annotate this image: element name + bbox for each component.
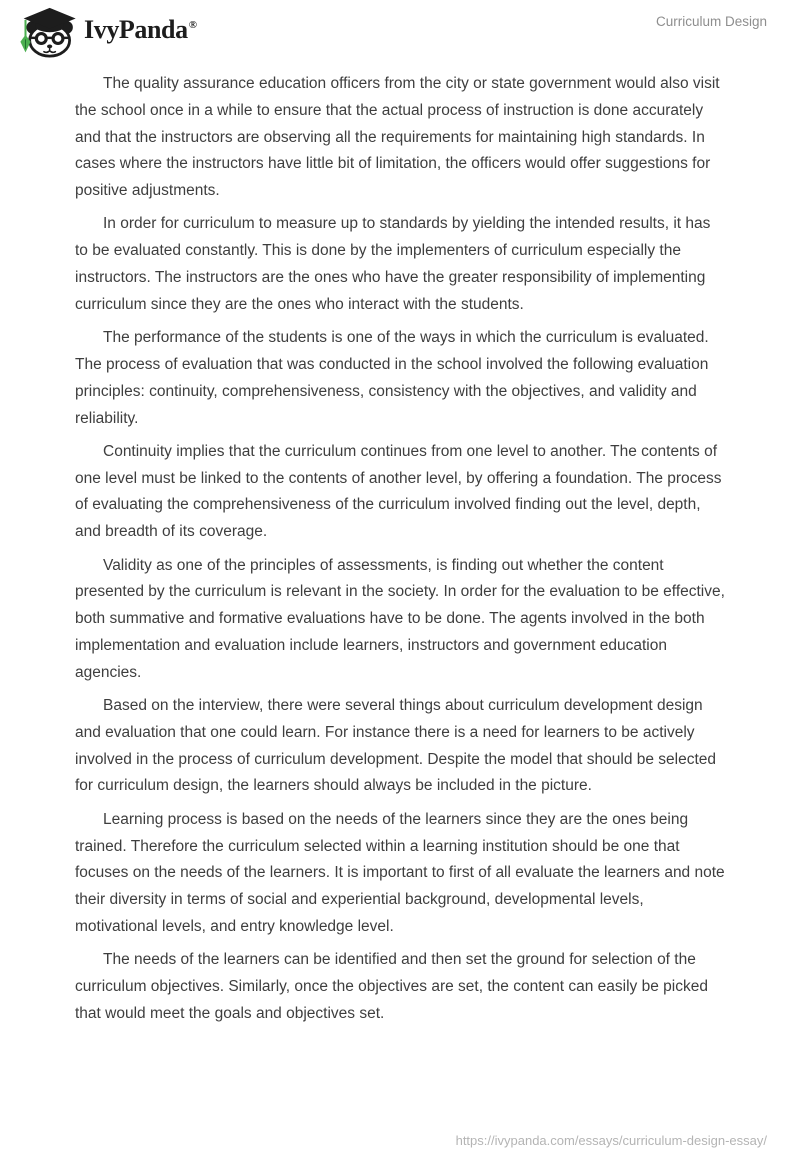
ivypanda-logo [13, 6, 197, 58]
registered-trademark-symbol: ® [188, 19, 197, 32]
essay-paragraph-6: Based on the interview, there were several things about curriculum development design and evaluation that one could learn. For instance there is a need for learners to be actively involved in the process of curriculum development. Despite the model that should be selected for curriculum design, the learners should always be included in the picture. [75, 697, 717, 795]
panda-graduate-icon [13, 6, 77, 58]
essay-paragraph-4: Continuity implies that the curriculum continues from one level to another. The contents of one level must be linked to the contents of another level, by offering a foundation. The process of evaluating the comprehensiveness of the curriculum involved finding out the level, depth, and breadth of its coverage. [75, 442, 722, 541]
essay-paragraph-3: The performance of the students is one of the ways in which the curriculum is evaluated. The process of evaluation that was conducted in the school involved the following evaluation principles: continuity, comprehensiveness, consistency with the objectives, and validity and reliability. [75, 329, 709, 427]
page-header [0, 0, 800, 64]
page-footer [456, 1133, 767, 1148]
logo-wordmark: IvyPanda [84, 15, 188, 44]
logo-text [84, 17, 197, 47]
essay-content [75, 71, 725, 1034]
essay-paragraph-5: Validity as one of the principles of assessments, is finding out whether the content presented by the curriculum is relevant in the society. In order for the evaluation to be effective, both summative and formative evaluations have to be done. The agents involved in the both implementation and evaluation include learners, instructors and government education agencies. [75, 556, 725, 681]
document-title: Curriculum Design [655, 14, 767, 29]
source-url-link[interactable]: https://ivypanda.com/essays/curriculum-design-essay/ [455, 1133, 767, 1148]
essay-paragraph-7: Learning process is based on the needs of the learners since they are the ones being trained. Therefore the curriculum selected within a learning institution should be one that focuses on the needs of the learners. It is important to first of all evaluate the learners and note their diversity in terms of social and experiential background, developmental levels, motivational levels, and entry knowledge level. [75, 810, 725, 935]
essay-paragraph-1: The quality assurance education officers from the city or state government would also visit the school once in a while to ensure that the actual process of instruction is done accurately and that the instructors are observing all the requirements for maintaining high standards. In cases where the instructors have little bit of limitation, the officers would offer suggestions for positive adjustments. [75, 75, 720, 200]
essay-paragraph-8: The needs of the learners can be identified and then set the ground for selection of the curriculum objectives. Similarly, once the objectives are set, the content can easily be picked that would meet the goals and objectives set. [75, 951, 708, 1022]
essay-paragraph-2: In order for curriculum to measure up to standards by yielding the intended results, it has to be evaluated constantly. This is done by the implementers of curriculum especially the instructors. The instructors are the ones who have the greater responsibility of implementing curriculum since they are the ones who interact with the students. [75, 215, 711, 313]
